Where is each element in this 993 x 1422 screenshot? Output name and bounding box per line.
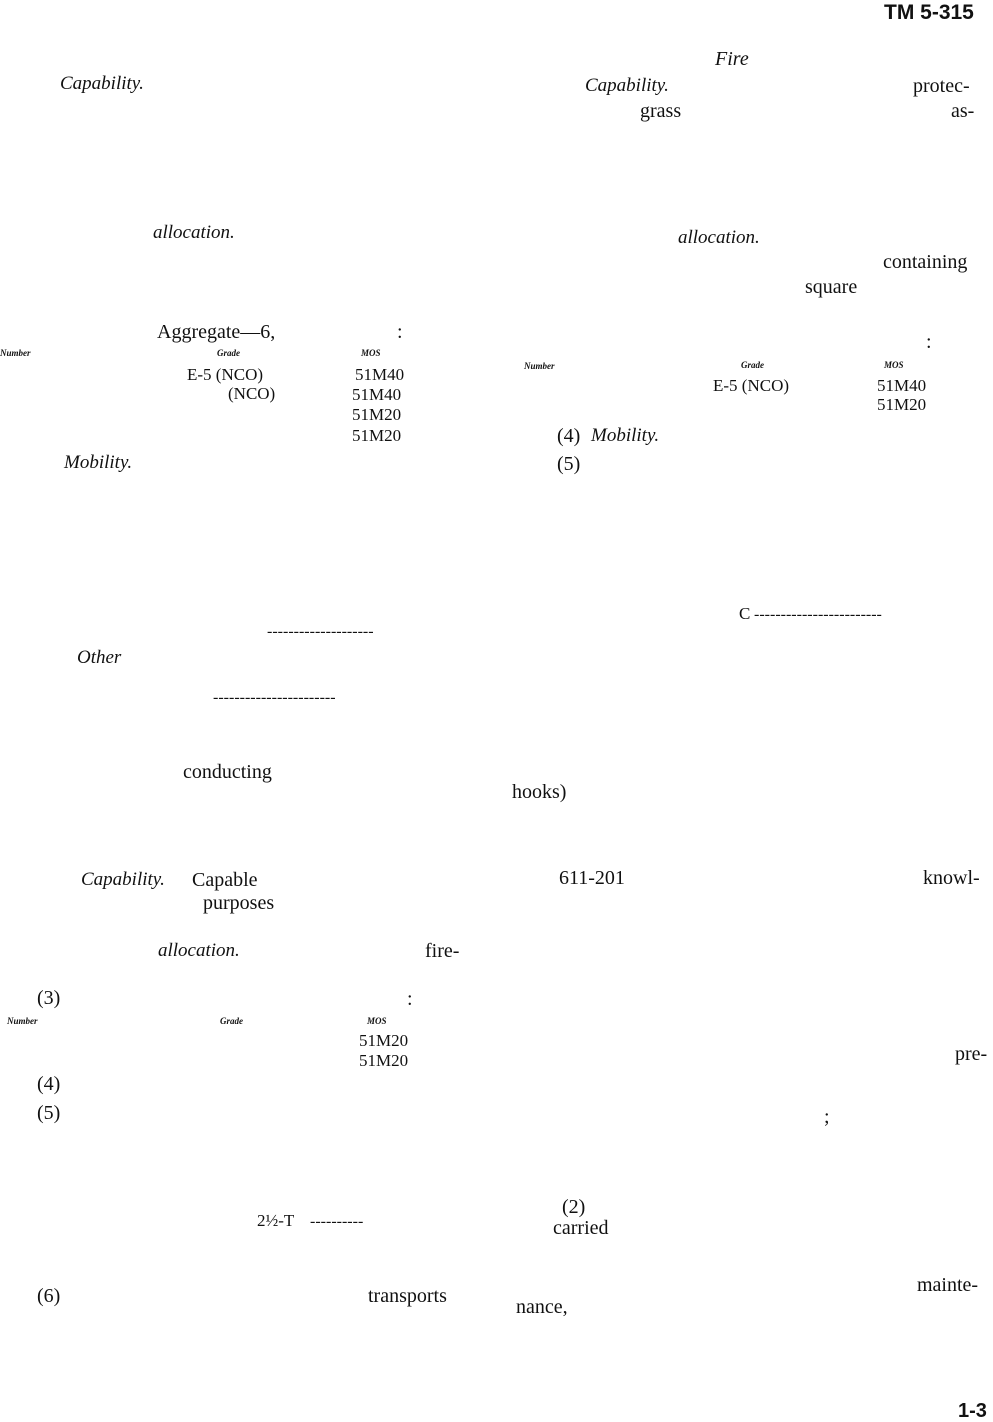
colon-2: :	[926, 331, 932, 353]
grass-text: grass	[640, 100, 682, 122]
table1-header-number: Number	[0, 348, 31, 358]
para-5-label-right: (5)	[557, 453, 581, 475]
table1-mos-1: 51M40	[355, 365, 405, 384]
table1-header-grade: Grade	[217, 348, 240, 358]
doc-id: TM 5-315	[884, 1, 974, 24]
semicolon: ;	[824, 1106, 830, 1128]
truck-text: 2½-T	[257, 1211, 295, 1230]
c-text: C	[739, 604, 751, 623]
knowl-text: knowl-	[923, 867, 980, 889]
leader-dashes-1: --------------------	[267, 623, 374, 640]
table3-mos-2: 51M20	[359, 1051, 409, 1070]
carried-text: carried	[553, 1217, 609, 1239]
table1-grade-1: E-5 (NCO)	[187, 365, 264, 384]
table2-mos-2: 51M20	[877, 395, 927, 414]
table3-header-grade: Grade	[220, 1016, 243, 1026]
leader-dashes-2: -----------------------	[213, 689, 336, 706]
as-text: as-	[951, 100, 975, 122]
table3-mos-1: 51M20	[359, 1031, 409, 1050]
square-text: square	[805, 276, 858, 298]
mobility-heading-2: Mobility.	[591, 425, 660, 446]
table2-header-grade: Grade	[741, 360, 764, 370]
table2-mos-1: 51M40	[877, 376, 927, 395]
capability-heading-2: Capability.	[81, 869, 165, 890]
para-4-label-right: (4)	[557, 425, 581, 447]
allocation-heading-3: allocation.	[678, 227, 760, 248]
other-heading: Other	[77, 647, 122, 668]
page-number: 1-3	[958, 1400, 987, 1422]
mainte-text: mainte-	[917, 1274, 979, 1296]
para-4-label: (4)	[37, 1073, 61, 1095]
fire-heading: Fire	[715, 48, 749, 70]
protec-text: protec-	[913, 75, 970, 97]
table1-mos-2: 51M40	[352, 385, 402, 404]
colon-3: :	[407, 988, 413, 1010]
table3-header-mos: MOS	[367, 1016, 387, 1026]
table2-header-number: Number	[524, 361, 555, 371]
table1-header-mos: MOS	[361, 348, 381, 358]
allocation-heading-2: allocation.	[158, 940, 240, 961]
containing-text: containing	[883, 251, 968, 273]
pre-text: pre-	[955, 1043, 988, 1065]
capability-heading-3: Capability.	[585, 75, 669, 96]
table1-mos-3: 51M20	[352, 405, 402, 424]
purposes-text: purposes	[203, 892, 275, 914]
para-5-label: (5)	[37, 1102, 61, 1124]
ar-number-text: 611-201	[559, 867, 625, 889]
fire-text: fire-	[425, 940, 460, 962]
leader-dashes-3: ----------	[310, 1213, 364, 1230]
table2-header-mos: MOS	[884, 360, 904, 370]
para-2-label-right: (2)	[562, 1196, 586, 1218]
capability-heading-1: Capability.	[60, 73, 144, 94]
transports-text: transports	[368, 1285, 447, 1307]
table1-mos-4: 51M20	[352, 426, 402, 445]
table3-header-number: Number	[7, 1016, 38, 1026]
capable-text: Capable	[192, 869, 258, 891]
colon-1: :	[397, 321, 403, 343]
aggregate-text: Aggregate—6,	[157, 321, 276, 343]
para-6-label: (6)	[37, 1285, 61, 1307]
hooks-text: hooks)	[512, 781, 567, 803]
table2-grade-1: E-5 (NCO)	[713, 376, 790, 395]
para-3-label: (3)	[37, 987, 61, 1009]
mobility-heading-1: Mobility.	[64, 452, 133, 473]
allocation-heading-1: allocation.	[153, 222, 235, 243]
conducting-text: conducting	[183, 761, 272, 783]
leader-dashes-4: ------------------------	[754, 606, 882, 623]
nance-text: nance,	[516, 1296, 568, 1318]
table1-grade-2: (NCO)	[228, 384, 276, 403]
